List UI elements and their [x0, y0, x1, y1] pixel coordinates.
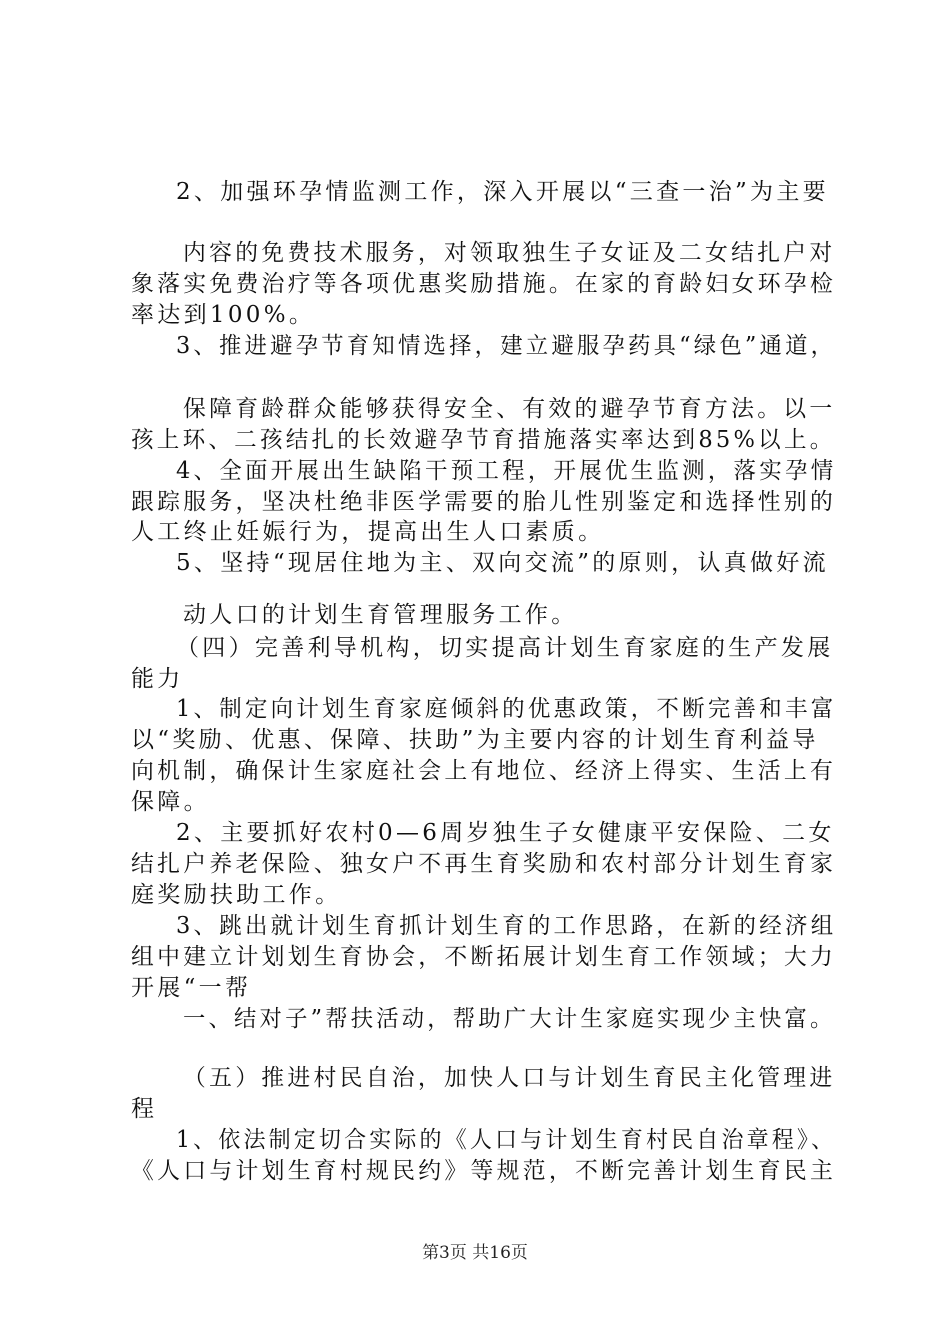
text-line: 3、推进避孕节育知情选择，建立避服孕药具“绿色”通道，	[176, 333, 837, 359]
text-line: 庭奖励扶助工作。	[131, 882, 342, 908]
text-line: 结扎户养老保险、独女户不再生育奖励和农村部分计划生育家	[131, 851, 837, 877]
text-line: 1、依法制定切合实际的《人口与计划生育村民自治章程》、	[176, 1127, 837, 1153]
text-line: 5、坚持“现居住地为主、双向交流”的原则，认真做好流	[176, 550, 829, 576]
text-line: 4、全面开展出生缺陷干预工程，开展优生监测，落实孕情	[176, 458, 837, 484]
text-line: 保障。	[131, 789, 210, 815]
text-line: 《人口与计划生育村规民约》等规范，不断完善计划生育民主	[131, 1158, 837, 1184]
text-line: 1、制定向计划生育家庭倾斜的优惠政策，不断完善和丰富	[176, 696, 837, 722]
section-heading-cont: 能力	[131, 666, 184, 692]
text-line: 2、主要抓好农村0—6周岁独生子女健康平安保险、二女	[176, 820, 835, 846]
text-line: 率达到100%。	[131, 302, 316, 328]
text-line: 人工终止妊娠行为，提高出生人口素质。	[131, 519, 605, 545]
page-number-footer: 第3页 共16页	[422, 1243, 528, 1263]
section-heading: （四）完善利导机构，切实提高计划生育家庭的生产发展	[176, 635, 834, 661]
text-line: 跟踪服务，坚决杜绝非医学需要的胎儿性别鉴定和选择性别的	[131, 489, 837, 515]
text-line: 向机制，确保计生家庭社会上有地位、经济上得实、生活上有	[131, 758, 837, 784]
text-line: 内容的免费技术服务，对领取独生子女证及二女结扎户对	[183, 240, 836, 266]
section-heading-cont: 程	[131, 1096, 158, 1122]
text-line: 孩上环、二孩结扎的长效避孕节育措施落实率达到85%以上。	[131, 427, 836, 453]
text-line: 保障育龄群众能够获得安全、有效的避孕节育方法。以一	[183, 396, 836, 422]
text-line: 组中建立计划划生育协会，不断拓展计划生育工作领域；大力	[131, 944, 837, 970]
section-heading: （五）推进村民自治，加快人口与计划生育民主化管理进	[183, 1065, 836, 1091]
text-line: 动人口的计划生育管理服务工作。	[183, 602, 578, 628]
text-line: 以“奖励、优惠、保障、扶助”为主要内容的计划生育利益导	[131, 727, 819, 753]
text-line: 象落实免费治疗等各项优惠奖励措施。在家的育龄妇女环孕检	[131, 271, 837, 297]
text-line: 2、加强环孕情监测工作，深入开展以“三查一治”为主要	[176, 179, 829, 205]
text-line: 3、跳出就计划生育抓计划生育的工作思路，在新的经济组	[176, 913, 837, 939]
text-line: 开展“一帮	[131, 975, 252, 1001]
text-line: 一、结对子”帮扶活动，帮助广大计生家庭实现少主快富。	[183, 1006, 836, 1032]
